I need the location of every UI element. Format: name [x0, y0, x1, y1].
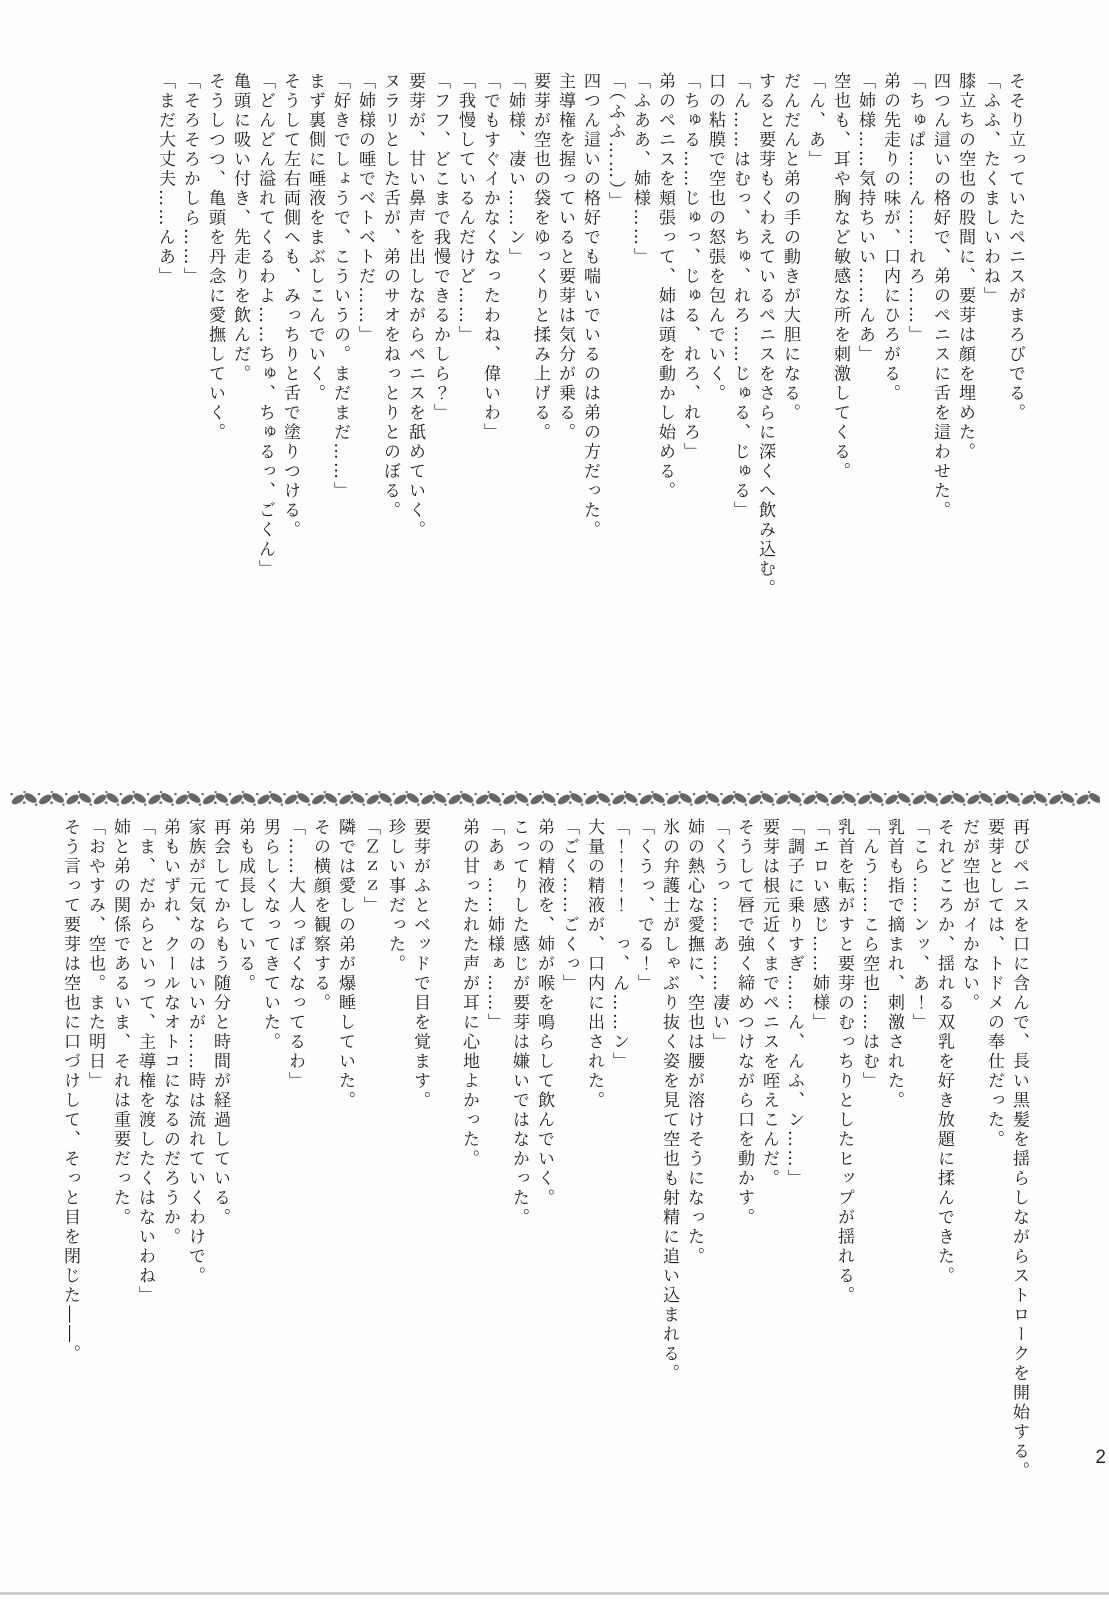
text-line: 弟も成長している。: [235, 818, 255, 994]
text-line: 「ん、あ」: [805, 72, 825, 170]
text-line: 「んう……こら空也……はむ」: [859, 818, 879, 1091]
text-line: 隣では愛しの弟が爆睡していた。: [335, 818, 355, 1111]
text-line: 再びペニスを口に含んで、長い黒髪を揺らしながらストロークを開始する。: [1009, 818, 1029, 1481]
text-line: 「フフ、どこまで我慢できるかしら？」: [430, 72, 450, 423]
text-line: 「！！！！ っ、ん……ン」: [609, 818, 629, 1072]
text-line: 「おやすみ、空也。また明日」: [85, 818, 105, 1091]
text-line: 主導権を握っていると要芽は気分が乗る。: [555, 72, 575, 443]
story-text-top-section: [152, 72, 1027, 777]
leaf-ornament-icon: [10, 786, 1100, 810]
text-line: 珍しい事だった。: [385, 818, 405, 974]
text-line: 「我慢しているんだけど……」: [455, 72, 475, 345]
page-number: 2: [1095, 1447, 1106, 1468]
text-line: まず裏側に唾液をまぶしこんでいく。: [305, 72, 325, 404]
text-line: 「ふああ、姉様……」: [630, 72, 650, 267]
text-line: そうして左右両側へも、みっちりと舌で塗りつける。: [280, 72, 300, 540]
text-line: 「……大人っぽくなってるわ」: [285, 818, 305, 1091]
story-paragraph-block: [57, 818, 432, 1566]
text-line: 弟のペニスを頬張って、姉は頭を動かし始める。: [655, 72, 675, 501]
text-line: 弟の甘ったれた声が耳に心地よかった。: [459, 818, 479, 1169]
text-line: 要芽が、甘い鼻声を出しながらペニスを舐めていく。: [405, 72, 425, 540]
text-line: 姉の熱心な愛撫に、空也は腰が溶けそうになった。: [684, 818, 704, 1267]
text-line: 「そろそろかしら……」: [180, 72, 200, 287]
text-line: 四つん這いの格好でも喘いでいるのは弟の方だった。: [580, 72, 600, 540]
text-line: 要芽が空也の袋をゆっくりと揉み上げる。: [530, 72, 550, 443]
text-line: 「好きでしょうで、こういうの。まだまだ……」: [330, 72, 350, 501]
text-line: 家族が元気なのはいいが……時は流れていくわけで。: [185, 818, 205, 1286]
text-line: 「姉様……気持ちいい……んあ」: [855, 72, 875, 365]
text-line: すると要芽もくわえているペニスをさらに深くへ飲み込む。: [755, 72, 775, 599]
text-line: 氷の弁護士がしゃぶり抜く姿を見て空也も射精に追い込まれる。: [659, 818, 679, 1384]
text-line: 四つん這いの格好で、弟のペニスに舌を這わせた。: [930, 72, 950, 521]
text-line: ヌラリとした舌が、弟のサオをねっとりとのぼる。: [380, 72, 400, 521]
text-line: 弟の精液を、姉が喉を鳴らして飲んでいく。: [534, 818, 554, 1208]
text-line: 弟の先走りの味が、口内にひろがる。: [880, 72, 900, 404]
text-line: 「こら……ンッ、あ！」: [909, 818, 929, 1033]
text-line: 要芽がふとベッドで目を覚ます。: [410, 818, 430, 1111]
text-line: 「エロい感じ……姉様」: [809, 818, 829, 1033]
text-line: それどころか、揺れる双乳を好き放題に揉んできた。: [934, 818, 954, 1286]
text-line: 再会してからもう随分と時間が経過している。: [210, 818, 230, 1228]
text-line: 「くうっ、でる！」: [634, 818, 654, 994]
story-paragraph-block: [456, 818, 1031, 1566]
text-line: 「どんどん溢れてくるわよ……ちゅ、ちゅるっ、ごくん」: [255, 72, 275, 579]
text-line: 「姉様、凄い……ン」: [505, 72, 525, 267]
text-line: 姉と弟の関係であるいま、それは重要だった。: [110, 818, 130, 1228]
leaf-ornament-divider: [10, 786, 1100, 810]
text-line: 「でもすぐイかなくなったわね、偉いわ」: [480, 72, 500, 443]
text-line: 男らしくなってきていた。: [260, 818, 280, 1052]
text-line: こってりした感じが要芽は嫌いではなかった。: [509, 818, 529, 1228]
text-line: 「あぁ……姉様ぁ……」: [484, 818, 504, 1033]
text-line: 「ふふ、たくましいわね」: [980, 72, 1000, 306]
text-line: 「ごく……ごくっ」: [559, 818, 579, 994]
text-line: 乳首も指で摘まれ、刺激された。: [884, 818, 904, 1111]
story-text-bottom-section: [60, 818, 1031, 1566]
text-line: そうしつつ、亀頭を丹念に愛撫していく。: [205, 72, 225, 443]
scan-edge-line: [0, 1592, 1109, 1595]
text-line: 「ちゅぱ……ん……れろ……」: [905, 72, 925, 345]
text-line: 「（ふふ……）」: [605, 72, 625, 211]
text-line: 「姉様の唾でベトベトだ……」: [355, 72, 375, 345]
text-line: そそり立っていたペニスがまろびでる。: [1005, 72, 1025, 423]
text-line: 要芽は根元近くまでペニスを咥えこんだ。: [759, 818, 779, 1189]
text-line: そうして唇で強く締めつけながら口を動かす。: [734, 818, 754, 1228]
text-line: 膝立ちの空也の股間に、要芽は顔を埋めた。: [955, 72, 975, 462]
text-line: だんだんと弟の手の動きが大胆になる。: [780, 72, 800, 423]
text-line: だが空也がイかない。: [959, 818, 979, 1013]
text-line: 亀頭に吸い付き、先走りを飲んだ。: [230, 72, 250, 384]
text-line: 大量の精液が、口内に出された。: [584, 818, 604, 1111]
text-line: 弟もいずれ、クールなオトコになるのだろうか。: [160, 818, 180, 1247]
text-line: 「ま、だからといって、主導権を渡したくはないわね」: [135, 818, 155, 1306]
text-line: 「調子に乗りすぎ……ん、んふ、ン……」: [784, 818, 804, 1189]
text-line: 「ちゅる……じゅっ、じゅる、れろ、れろ」: [680, 72, 700, 462]
text-line: 「ん……はむっ、ちゅ、れろ……じゅる、じゅる」: [730, 72, 750, 521]
text-line: 「くうっ……あ……凄い」: [709, 818, 729, 1052]
text-line: そう言って要芽は空也に口づけして、そっと目を閉じた――。: [60, 818, 80, 1364]
text-line: 「まだ大丈夫……んあ」: [155, 72, 175, 287]
text-line: 乳首を転がすと要芽のむっちりとしたヒップが揺れる。: [834, 818, 854, 1306]
text-line: その横顔を観察する。: [310, 818, 330, 1013]
text-line: 要芽としては、トドメの奉仕だった。: [984, 818, 1004, 1150]
text-line: 空也も、耳や胸など敏感な所を刺激してくる。: [830, 72, 850, 482]
text-line: 口の粘膜で空也の怒張を包んでいく。: [705, 72, 725, 404]
text-line: 「Ｚｚｚ」: [360, 818, 380, 916]
